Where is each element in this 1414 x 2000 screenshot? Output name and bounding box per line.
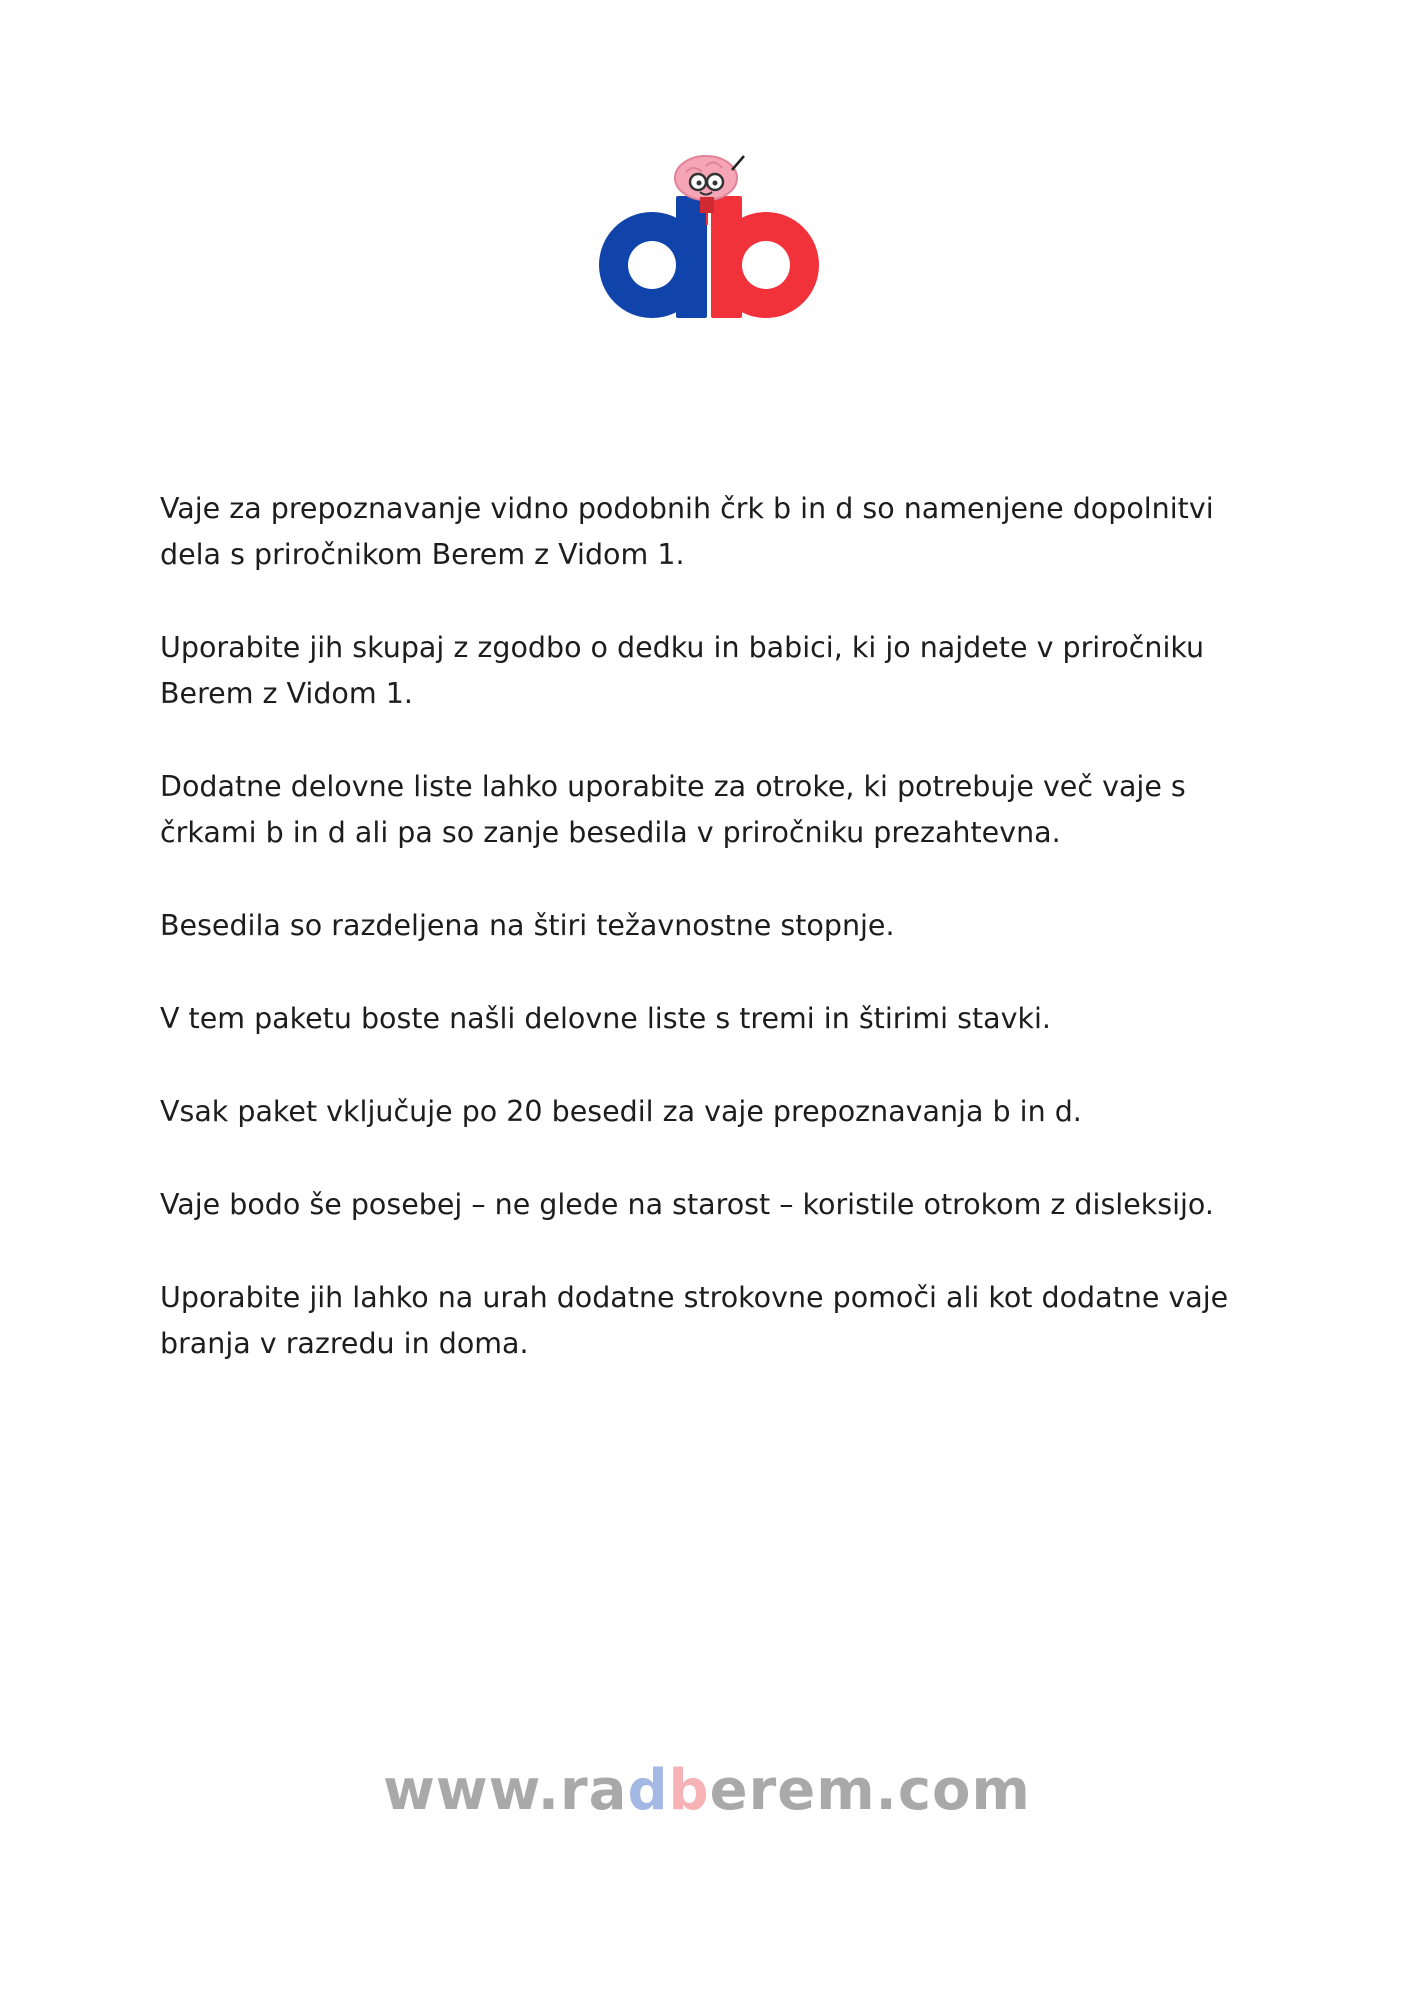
url-letter-b: b	[668, 1758, 710, 1823]
paragraph-8: Uporabite jih lahko na urah dodatne strokovne pomoči ali kot dodatne vaje branja v razredu in doma.	[160, 1281, 1229, 1360]
website-url[interactable]	[0, 1758, 1414, 1823]
url-prefix: www.ra	[383, 1758, 628, 1823]
paragraph-7: Vaje bodo še posebej – ne glede na starost – koristile otrokom z disleksijo.	[160, 1188, 1214, 1221]
intro-text	[160, 486, 1270, 1414]
url-letter-d: d	[627, 1758, 669, 1823]
paragraph-1: Vaje za prepoznavanje vidno podobnih črk b in d so namenjene dopolnitvi dela s priročnikom Berem z Vidom 1.	[160, 492, 1214, 571]
paragraph-4: Besedila so razdeljena na štiri težavnostne stopnje.	[160, 909, 895, 942]
logo	[594, 150, 824, 320]
paragraph-3: Dodatne delovne liste lahko uporabite za otroke, ki potrebuje več vaje s črkami b in d ali pa so zanje besedila v priročniku prezahtevna.	[160, 770, 1186, 849]
url-suffix: erem.com	[709, 1758, 1031, 1823]
paragraph-6: Vsak paket vključuje po 20 besedil za vaje prepoznavanja b in d.	[160, 1095, 1082, 1128]
paragraph-5: V tem paketu boste našli delovne liste s tremi in štirimi stavki.	[160, 1002, 1051, 1035]
paragraph-2: Uporabite jih skupaj z zgodbo o dedku in babici, ki jo najdete v priročniku Berem z Vidom 1.	[160, 631, 1205, 710]
db-logo-graphic	[594, 150, 824, 320]
